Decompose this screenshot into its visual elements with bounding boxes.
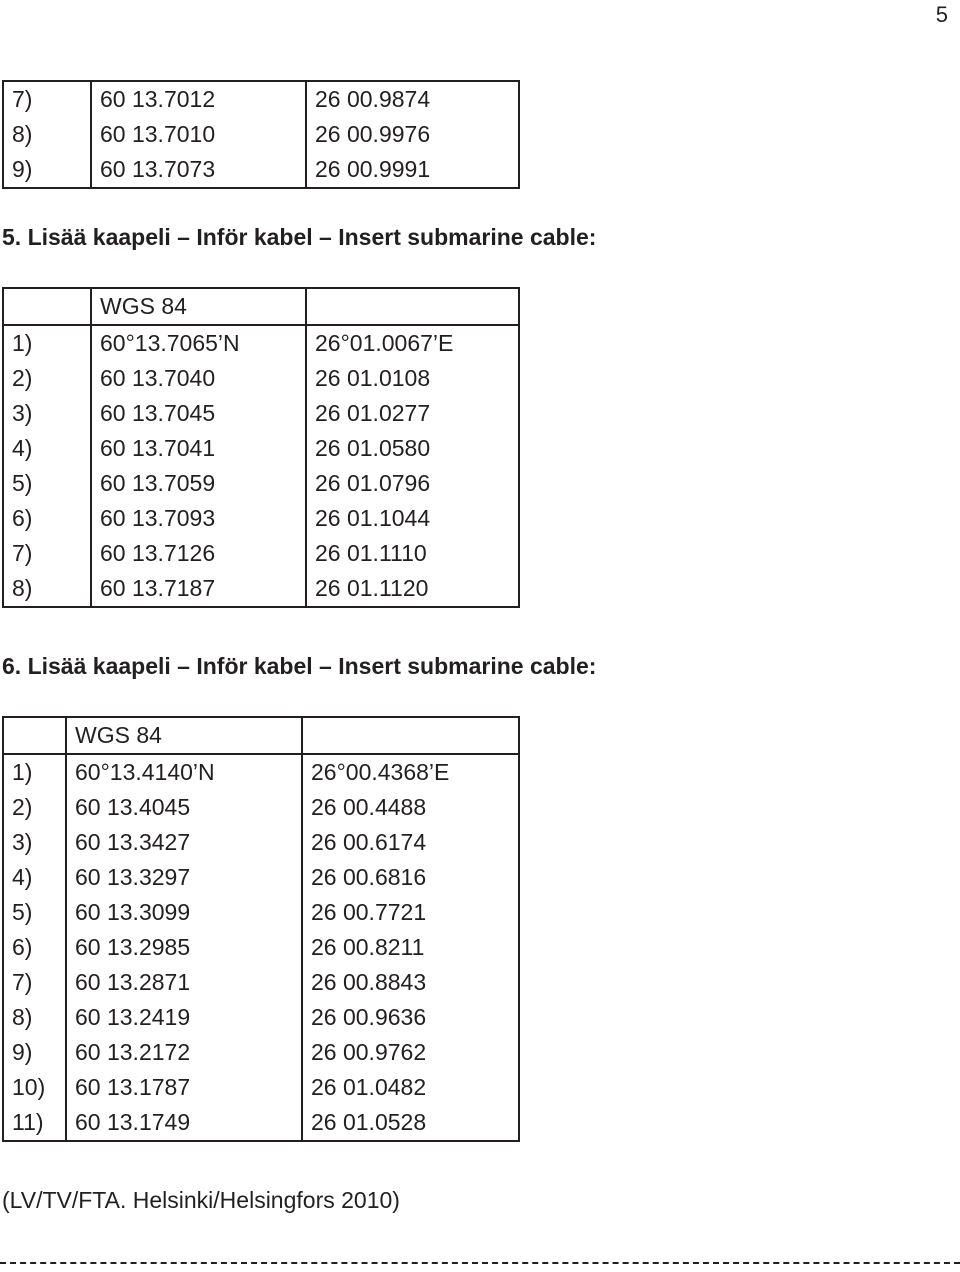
header-cell: [306, 288, 519, 325]
table-row: [3, 965, 519, 1000]
header-cell: [3, 717, 66, 754]
table-row: [3, 117, 519, 152]
table-row: [3, 81, 519, 117]
row-number: 11): [3, 1105, 66, 1141]
longitude-cell: 26 01.0528: [302, 1105, 519, 1141]
table-row: [3, 895, 519, 930]
latitude-cell: 60 13.2985: [66, 930, 302, 965]
longitude-cell: 26 00.8211: [302, 930, 519, 965]
longitude-cell: 26 01.0580: [306, 431, 519, 466]
longitude-cell: 26 01.1110: [306, 536, 519, 571]
latitude-cell: 60°13.4140’N: [66, 754, 302, 790]
row-number: 4): [3, 431, 91, 466]
table-row: [3, 1105, 519, 1141]
longitude-cell: 26 01.1044: [306, 501, 519, 536]
latitude-cell: 60 13.7073: [91, 152, 306, 188]
row-number: 8): [3, 571, 91, 607]
longitude-cell: 26 00.9874: [306, 81, 519, 117]
row-number: 7): [3, 965, 66, 1000]
longitude-cell: 26°00.4368’E: [302, 754, 519, 790]
coordinate-table-section-5: [2, 287, 520, 608]
row-number: 3): [3, 396, 91, 431]
table-row: [3, 361, 519, 396]
header-cell: [3, 288, 91, 325]
latitude-cell: 60 13.1749: [66, 1105, 302, 1141]
row-number: 9): [3, 152, 91, 188]
table-row: [3, 501, 519, 536]
table-row: [3, 396, 519, 431]
longitude-cell: 26 00.8843: [302, 965, 519, 1000]
table-row: [3, 790, 519, 825]
longitude-cell: 26 00.9991: [306, 152, 519, 188]
coordinate-table-section-6: [2, 716, 520, 1142]
latitude-cell: 60 13.7093: [91, 501, 306, 536]
latitude-cell: 60°13.7065’N: [91, 325, 306, 361]
row-number: 7): [3, 81, 91, 117]
longitude-cell: 26°01.0067’E: [306, 325, 519, 361]
longitude-cell: 26 00.9762: [302, 1035, 519, 1070]
table-row: [3, 536, 519, 571]
table-row: [3, 571, 519, 607]
longitude-cell: 26 01.0108: [306, 361, 519, 396]
page-number: 5: [935, 2, 948, 27]
longitude-cell: 26 00.9976: [306, 117, 519, 152]
latitude-cell: 60 13.2419: [66, 1000, 302, 1035]
row-number: 3): [3, 825, 66, 860]
row-number: 5): [3, 895, 66, 930]
table-row: [3, 1000, 519, 1035]
latitude-cell: 60 13.7126: [91, 536, 306, 571]
latitude-cell: 60 13.1787: [66, 1070, 302, 1105]
longitude-cell: 26 00.6174: [302, 825, 519, 860]
latitude-cell: 60 13.7187: [91, 571, 306, 607]
table-row: [3, 860, 519, 895]
longitude-cell: 26 01.0482: [302, 1070, 519, 1105]
latitude-cell: 60 13.7045: [91, 396, 306, 431]
row-number: 10): [3, 1070, 66, 1105]
table-row: [3, 825, 519, 860]
row-number: 4): [3, 860, 66, 895]
table-row: [3, 1070, 519, 1105]
row-number: 2): [3, 790, 66, 825]
table-header-row: [3, 288, 519, 325]
longitude-cell: 26 00.9636: [302, 1000, 519, 1035]
row-number: 7): [3, 536, 91, 571]
longitude-cell: 26 00.6816: [302, 860, 519, 895]
dashed-divider: [0, 1262, 960, 1264]
row-number: 6): [3, 501, 91, 536]
latitude-cell: 60 13.2871: [66, 965, 302, 1000]
latitude-cell: 60 13.3427: [66, 825, 302, 860]
section-5-heading: 5. Lisää kaapeli – Inför kabel – Insert submarine cable:: [2, 224, 597, 250]
header-cell: [302, 717, 519, 754]
source-note: (LV/TV/FTA. Helsinki/Helsingfors 2010): [2, 1187, 400, 1213]
row-number: 8): [3, 117, 91, 152]
section-6-heading: 6. Lisää kaapeli – Inför kabel – Insert submarine cable:: [2, 653, 597, 679]
longitude-cell: 26 01.0796: [306, 466, 519, 501]
latitude-cell: 60 13.7059: [91, 466, 306, 501]
table-row: [3, 152, 519, 188]
table-row: [3, 930, 519, 965]
table-row: [3, 466, 519, 501]
row-number: 2): [3, 361, 91, 396]
datum-header: WGS 84: [66, 717, 302, 754]
table-row: [3, 431, 519, 466]
datum-header: WGS 84: [91, 288, 306, 325]
latitude-cell: 60 13.7041: [91, 431, 306, 466]
row-number: 9): [3, 1035, 66, 1070]
table-row: [3, 1035, 519, 1070]
coordinate-table-continued: [2, 80, 520, 189]
row-number: 8): [3, 1000, 66, 1035]
latitude-cell: 60 13.7012: [91, 81, 306, 117]
longitude-cell: 26 00.7721: [302, 895, 519, 930]
longitude-cell: 26 01.1120: [306, 571, 519, 607]
table-row: [3, 754, 519, 790]
table-header-row: [3, 717, 519, 754]
row-number: 1): [3, 325, 91, 361]
latitude-cell: 60 13.7040: [91, 361, 306, 396]
latitude-cell: 60 13.2172: [66, 1035, 302, 1070]
latitude-cell: 60 13.4045: [66, 790, 302, 825]
longitude-cell: 26 01.0277: [306, 396, 519, 431]
row-number: 5): [3, 466, 91, 501]
table-row: [3, 325, 519, 361]
row-number: 1): [3, 754, 66, 790]
longitude-cell: 26 00.4488: [302, 790, 519, 825]
latitude-cell: 60 13.3099: [66, 895, 302, 930]
row-number: 6): [3, 930, 66, 965]
latitude-cell: 60 13.3297: [66, 860, 302, 895]
latitude-cell: 60 13.7010: [91, 117, 306, 152]
